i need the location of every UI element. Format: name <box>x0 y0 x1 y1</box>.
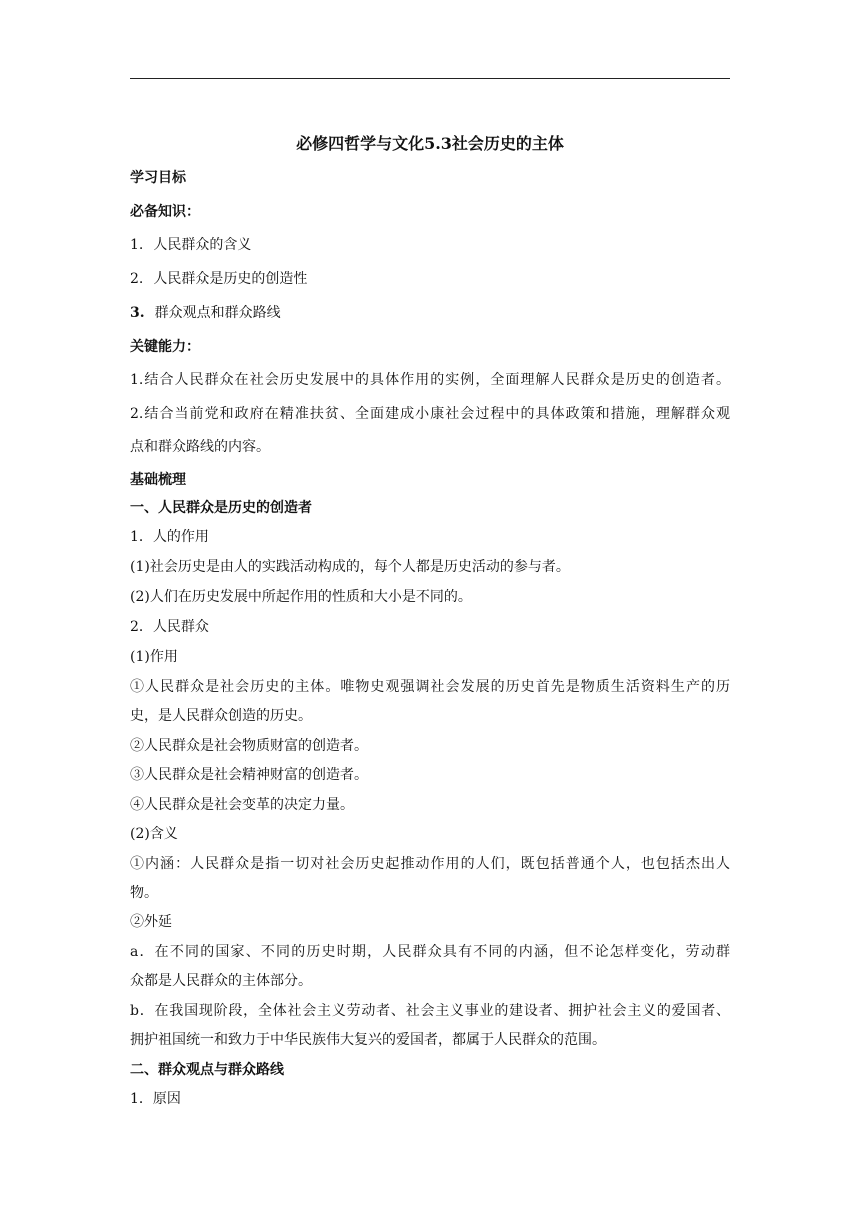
extension-b-line2: 拥护祖国统一和致力于中华民族伟大复兴的爱国者，都属于人民群众的范围。 <box>130 1032 606 1048</box>
role-point-1-line2: 史，是人民群众创造的历史。 <box>130 708 312 724</box>
section-1-paragraph: (2)人们在历史发展中所起作用的性质和大小是不同的。 <box>130 589 472 605</box>
extension-a-line1: a．在不同的国家、不同的历史时期，人民群众具有不同的内涵，但不论怎样变化，劳动群 <box>130 944 730 960</box>
extension-b-line1: b．在我国现阶段，全体社会主义劳动者、社会主义事业的建设者、拥护社会主义的爱国者、 <box>130 1003 730 1019</box>
section-2-heading: 二、群众观点与群众路线 <box>130 1062 284 1078</box>
knowledge-heading: 必备知识： <box>130 204 200 220</box>
basics-heading: 基础梳理 <box>130 472 186 488</box>
role-subheading: (1)作用 <box>130 649 178 665</box>
extension-a-line2: 众都是人民群众的主体部分。 <box>130 973 312 989</box>
knowledge-item <box>130 235 730 255</box>
document-title: 必修四哲学与文化5.3社会历史的主体 <box>296 134 564 153</box>
knowledge-item-number: 1. <box>130 237 144 253</box>
role-point-2: ②人民群众是社会物质财富的创造者。 <box>130 738 368 754</box>
section-1-item-2: 2．人民群众 <box>130 619 209 635</box>
role-point-1-line1: ①人民群众是社会历史的主体。唯物史观强调社会发展的历史首先是物质生活资料生产的历 <box>130 679 730 695</box>
knowledge-item <box>130 303 730 323</box>
ability-heading: 关键能力： <box>130 339 200 355</box>
knowledge-item-number: 3. <box>130 305 145 321</box>
meaning-subheading: (2)含义 <box>130 826 178 842</box>
section-1-item-1: 1．人的作用 <box>130 529 209 545</box>
knowledge-item <box>130 269 730 289</box>
knowledge-item-text: 人民群众的含义 <box>153 237 252 253</box>
role-point-4: ④人民群众是社会变革的决定力量。 <box>130 797 354 813</box>
knowledge-item-text: 群众观点和群众路线 <box>154 305 281 321</box>
section-1-paragraph: (1)社会历史是由人的实践活动构成的，每个人都是历史活动的参与者。 <box>130 559 570 575</box>
section-1-heading: 一、人民群众是历史的创造者 <box>130 500 312 516</box>
role-point-3: ③人民群众是社会精神财富的创造者。 <box>130 767 368 783</box>
ability-item-2-line2: 点和群众路线的内容。 <box>130 439 270 455</box>
meaning-point-1-line2: 物。 <box>130 885 158 901</box>
meaning-point-1-line1: ①内涵：人民群众是指一切对社会历史起推动作用的人们，既包括普通个人，也包括杰出人 <box>130 856 730 872</box>
meaning-point-2: ②外延 <box>130 914 172 930</box>
header-rule <box>130 78 730 79</box>
objectives-heading: 学习目标 <box>130 170 186 186</box>
knowledge-item-number: 2. <box>130 271 144 287</box>
ability-item-2-line1: 2.结合当前党和政府在精准扶贫、全面建成小康社会过程中的具体政策和措施，理解群众观 <box>130 406 730 422</box>
section-2-item-1: 1．原因 <box>130 1091 181 1107</box>
ability-item-1: 1.结合人民群众在社会历史发展中的具体作用的实例，全面理解人民群众是历史的创造者。 <box>130 372 730 388</box>
knowledge-item-text: 人民群众是历史的创造性 <box>153 271 308 287</box>
